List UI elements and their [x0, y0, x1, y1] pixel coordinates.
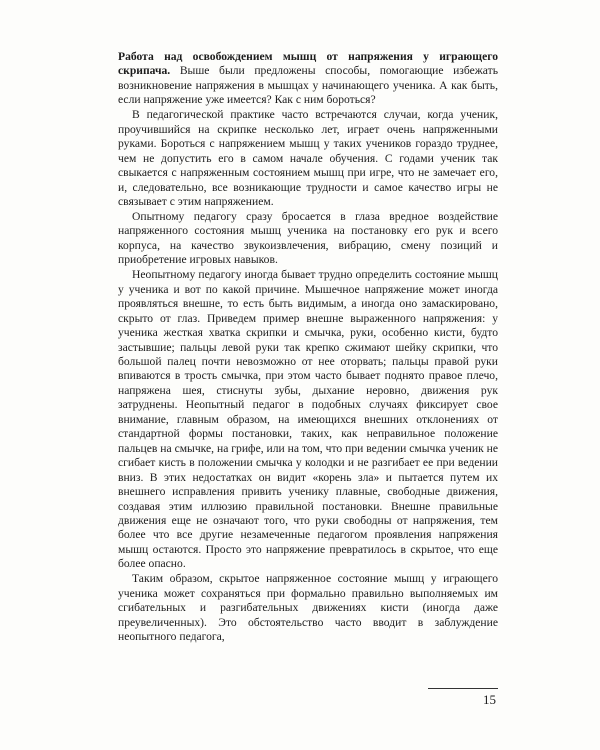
paragraph-3: Опытному педагогу сразу бросается в глаза вредное воздействие напряженного состояния мышц ученика на постановку его рук и всего корпуса, на качество звукоизвлечения, вибрацию, смену позиций и приобретение игровых навыков. [118, 209, 498, 267]
footer-rule [428, 688, 498, 689]
paragraph-1 [118, 50, 498, 108]
paragraph-5: Таким образом, скрытое напряженное состояние мышц у играющего ученика может сохраняться при формально правильно выполняемых им сгибательных и разгибательных движениях кисти (иногда даже преувеличенных). Это обстоятельство часто вводит в заблуждение неопытного педагога, [118, 572, 498, 644]
page-number: 15 [483, 692, 496, 707]
paragraph-2: В педагогической практике часто встречаются случаи, когда ученик, проучившийся на скрипке несколько лет, играет очень напряженными руками. Бороться с напряжением мышц у таких учеников гораздо труднее, чем не допустить его в самом начале обучения. С годами ученик так свыкается с напряженным состоянием мышц при игре, что не замечает его, и, следовательно, все возникающие трудности и самое качество игры не связывает с этим напряжением. [118, 108, 498, 209]
paragraph-1-text: Выше были предложены способы, помогающие избежать возникновение напряжения в мышцах у начинающего ученика. А как быть, если напряжение уже имеется? Как с ним бороться? [118, 64, 498, 107]
paragraph-4: Неопытному педагогу иногда бывает трудно определить состояние мышц у ученика и вот по какой причине. Мышечное напряжение может иногда проявляться внешне, то есть быть видимым, а иногда оно замаскировано, скрыто от глаз. Приведем пример внешне выраженного напряжения: у ученика жесткая хватка скрипки и смычка, руки, особенно кисти, будто застывшие; пальцы левой руки так крепко сжимают шейку скрипки, что большой палец почти невозможно от нее оторвать; пальцы правой руки впиваются в трость смычка, при этом часто бывает поднято правое плечо, напряжена шея, стиснуты зубы, дыхание неровно, движения рук затруднены. Неопытный педагог в подобных случаях фиксирует свое внимание, главным образом, на имеющихся внешних отклонениях от стандартной формы постановки, таких, как неправильное положение пальцев на смычке, на грифе, или на том, что при ведении смычка ученик не сгибает кисть в положении смычка у колодки и не разгибает ее при ведении вниз. В этих недостатках он видит «корень зла» и пытается путем их внешнего исправления привить ученику плавные, свободные движения, создавая этим иллюзию правильной постановки. Внешне правильные движения еще не означают того, что руки свободны от напряжения, тем более что все другие незамеченные педагогом проявления напряжения мышц остаются. Просто это напряжение превратилось в скрытое, что еще более опасно. [118, 268, 498, 571]
section-heading: Работа над освобождением мышц от напряжения у играющего скрипача. [118, 50, 498, 78]
body-text [118, 50, 498, 645]
